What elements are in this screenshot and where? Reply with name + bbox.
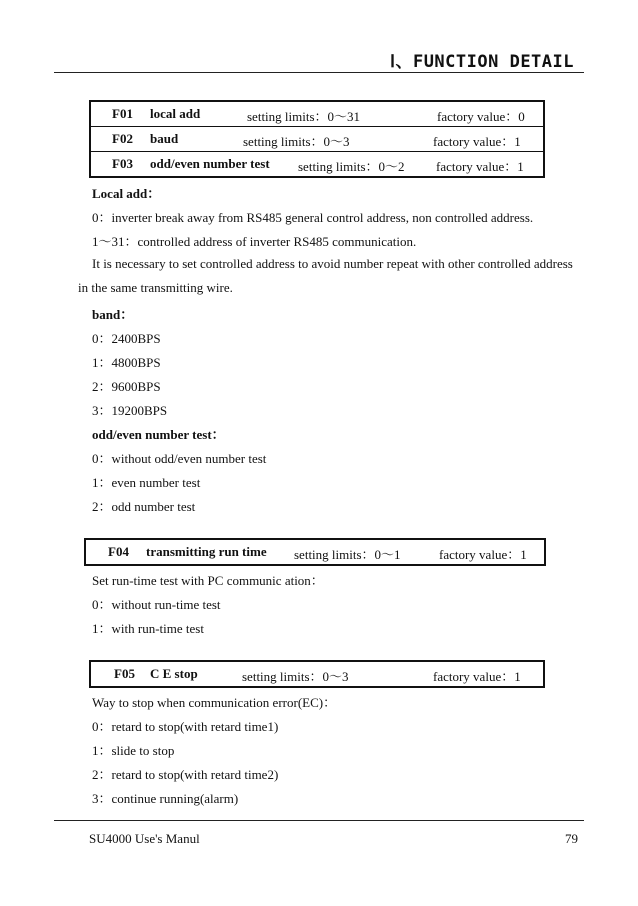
runtime-option: 1：with run-time test [92, 621, 204, 636]
odd-even-option: 2：odd number test [92, 499, 196, 514]
band-option: 0：2400BPS [92, 331, 161, 346]
odd-even-option: 1：even number test [92, 475, 201, 490]
band-option: 1：4800BPS [92, 355, 161, 370]
param-row-f03 [91, 151, 543, 176]
param-factory-value: factory value：1 [439, 547, 527, 562]
ce-stop-intro: Way to stop when communication error(EC)： [92, 695, 337, 710]
page-number: 79 [565, 831, 578, 846]
param-limits: setting limits：0～3 [242, 669, 349, 684]
param-limits: setting limits：0～2 [298, 159, 405, 174]
ce-stop-option: 0：retard to stop(with retard time1) [92, 719, 279, 734]
param-code: F04 [108, 544, 129, 559]
param-name: transmitting run time [146, 544, 267, 559]
band-option: 2：9600BPS [92, 379, 161, 394]
param-name: odd/even number test [150, 156, 270, 171]
param-name: baud [150, 131, 179, 146]
param-table-f04 [84, 538, 546, 566]
param-limits: setting limits：0～31 [247, 109, 361, 124]
param-name: local add [150, 106, 201, 121]
local-add-heading: Local add： [92, 186, 161, 201]
band-heading: band： [92, 307, 134, 322]
param-code: F01 [112, 106, 133, 121]
param-code: F02 [112, 131, 133, 146]
note-line-1: It is necessary to set controlled address to avoid number repeat with other controlled address [92, 256, 573, 271]
param-row-f02 [91, 126, 543, 151]
header-rule [54, 72, 584, 73]
odd-even-heading: odd/even number test： [92, 427, 225, 442]
band-option: 3：19200BPS [92, 403, 168, 418]
param-factory-value: factory value：0 [437, 109, 525, 124]
local-add-option-0: 0：inverter break away from RS485 general control address, non controlled address. [92, 210, 534, 225]
param-code: F05 [114, 666, 135, 681]
note-line-2: in the same transmitting wire. [78, 280, 233, 295]
param-table-f05 [89, 660, 545, 688]
param-limits: setting limits：0～1 [294, 547, 401, 562]
odd-even-option: 0：without odd/even number test [92, 451, 267, 466]
param-factory-value: factory value：1 [433, 669, 521, 684]
param-row-f01 [91, 102, 543, 126]
param-row-f05 [91, 662, 543, 686]
footer-manual-title: SU4000 Use's Manul [89, 831, 200, 846]
ce-stop-option: 3：continue running(alarm) [92, 791, 239, 806]
param-table-f01-f03 [89, 100, 545, 178]
footer-rule [54, 820, 584, 821]
page-header-title: Ⅰ、FUNCTION DETAIL [389, 52, 574, 72]
local-add-option-1-31: 1～31：controlled address of inverter RS485 communication. [92, 234, 417, 249]
ce-stop-option: 1：slide to stop [92, 743, 175, 758]
param-limits: setting limits：0～3 [243, 134, 350, 149]
param-factory-value: factory value：1 [436, 159, 524, 174]
param-factory-value: factory value：1 [433, 134, 521, 149]
param-code: F03 [112, 156, 133, 171]
param-name: C E stop [150, 666, 198, 681]
runtime-option: 0：without run-time test [92, 597, 221, 612]
ce-stop-option: 2：retard to stop(with retard time2) [92, 767, 279, 782]
runtime-intro: Set run-time test with PC communic ation： [92, 573, 324, 588]
param-row-f04 [86, 540, 544, 564]
